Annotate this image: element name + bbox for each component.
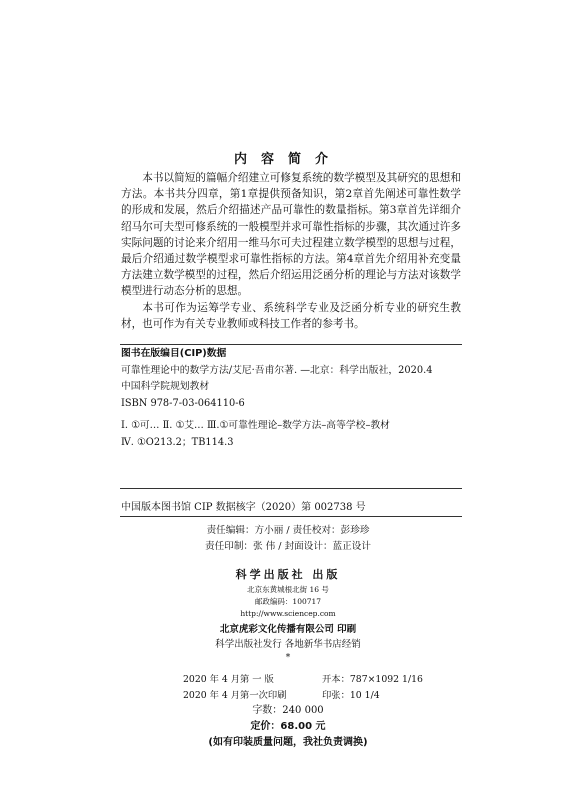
intro-paragraph: 本书可作为运筹学专业、系统科学专业及泛函分析专业的研究生教材，也可作为有关专业教师或科技工作者的参考书。 (121, 301, 461, 330)
separator-star: * (285, 653, 291, 663)
cip-classification: Ⅰ. ①可… Ⅱ. ①艾… Ⅲ.①可靠性理论–数学方法–高等学校–教材 (121, 420, 390, 432)
publisher-address: 北京东黄城根北街 16 号 (247, 585, 329, 594)
edition-info: 2020 年 4 月第 一 版 (183, 674, 274, 685)
price-block (0, 703, 576, 751)
cip-isbn: ISBN 978-7-03-064110-6 (121, 397, 245, 409)
divider (120, 488, 462, 489)
intro-title: 内容简介 (233, 152, 342, 167)
cip-number: 中国版本图书馆 CIP 数据核字（2020）第 002738 号 (121, 502, 366, 513)
staff-credits (0, 523, 576, 555)
cip-title-line: 可靠性理论中的数学方法/艾尼·吾甫尔著. —北京：科学出版社，2020.4 (121, 364, 433, 376)
distribution: 科学出版社发行 各地新华书店经销 (215, 639, 361, 650)
printer: 北京虎彩文化传播有限公司 印刷 (219, 624, 357, 635)
publisher-name: 科学出版社 出版 (235, 568, 341, 581)
cip-classification: Ⅳ. ①O213.2；TB114.3 (121, 436, 234, 448)
intro-paragraph: 本书以简短的篇幅介绍建立可修复系统的数学模型及其研究的思想和方法。本书共分四章，第1章提供预备知识，第2章首先阐述可靠性数学的形成和发展，然后介绍描述产品可靠性的数量指标。第3章首先详细介绍马尔可夫型可修系统的一般模型并求可靠性指标的步骤，其次通过许多实际问题的讨论来介绍用一维马尔可夫过程建立数学模型的思想与过程，最后介绍通过数学模型求可靠性指标的方法。第4章首先介绍用补充变量方法建立数学模型的过程，然后介绍运用泛函分析的理论与方法对该数学模型进行动态分析的思想。 (121, 172, 461, 298)
price: 定价：68.00 元 (250, 721, 326, 732)
cip-series: 中国科学院规划教材 (121, 381, 210, 393)
intro-body (121, 170, 461, 332)
quality-notice: (如有印装质量问题，我社负责调换) (208, 737, 368, 748)
publisher-block (0, 566, 576, 663)
cip-block (121, 346, 461, 452)
sheets-info: 印张：10 1/4 (322, 689, 380, 701)
divider (120, 516, 462, 517)
cip-header: 图书在版编目(CIP)数据 (121, 348, 227, 359)
edition-specs (183, 672, 423, 703)
publisher-postcode: 邮政编码：100717 (254, 597, 322, 606)
divider (120, 344, 462, 345)
staff-production: 责任印制：张 伟 / 封面设计：蓝正设计 (205, 541, 371, 552)
format-info: 开本：787×1092 1/16 (322, 674, 423, 685)
word-count: 字数：240 000 (252, 705, 324, 716)
publisher-url: http://www.sciencep.com (240, 609, 336, 618)
staff-editors: 责任编辑：方小丽 / 责任校对：彭珍珍 (206, 525, 370, 536)
print-info: 2020 年 4 月第一次印刷 (183, 689, 287, 701)
